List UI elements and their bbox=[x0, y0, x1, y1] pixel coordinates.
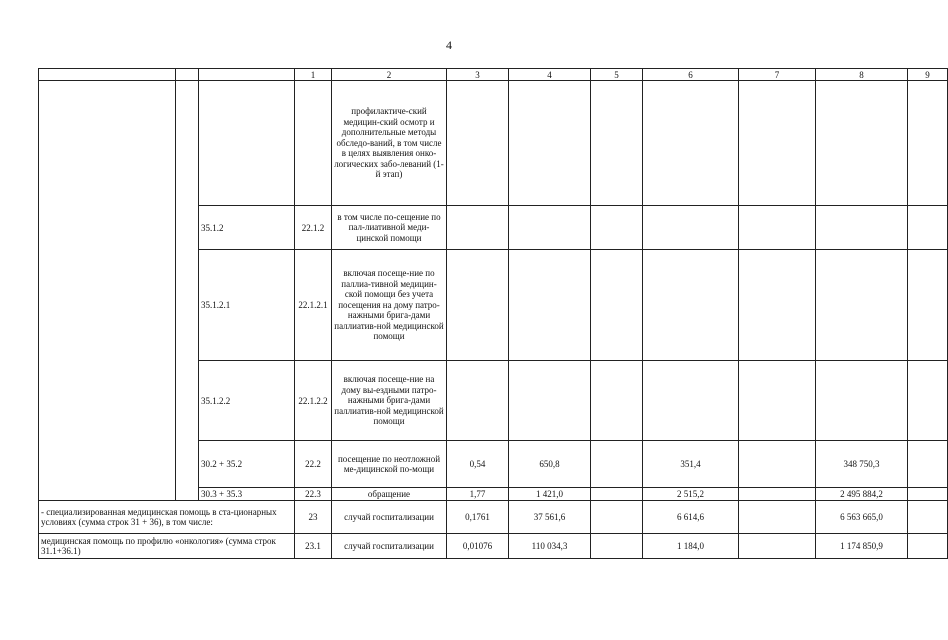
value-col-6: 2 515,2 bbox=[643, 488, 739, 501]
line-number-cell: 22.1.2 bbox=[295, 206, 332, 250]
col-header-2: 2 bbox=[332, 69, 447, 81]
col-header-6: 6 bbox=[643, 69, 739, 81]
value-col-8: 6 563 665,0 bbox=[816, 501, 908, 534]
line-number-cell: 23 bbox=[295, 501, 332, 534]
value-col-6: 351,4 bbox=[643, 441, 739, 488]
value-col-8: 2 495 884,2 bbox=[816, 488, 908, 501]
value-col-4: 1 421,0 bbox=[509, 488, 591, 501]
code-cell: 35.1.2.1 bbox=[199, 250, 295, 361]
merged-cell bbox=[176, 81, 199, 501]
line-number-cell bbox=[295, 81, 332, 206]
name-cell: включая посеще-ние на дому вы-ездными патро-нажными брига-дами паллиатив-ной медицинской помощи bbox=[332, 361, 447, 441]
code-cell: 30.2 + 35.2 bbox=[199, 441, 295, 488]
col-header-9: 9 bbox=[908, 69, 948, 81]
name-cell: профилактиче-ский медицин-ский осмотр и дополнительные методы обследо-ваний, в том числе в целях выявления онко-логических забо-леваний (1-й этап) bbox=[332, 81, 447, 206]
name-cell: случай госпитализации bbox=[332, 501, 447, 534]
name-cell: в том числе по-сещение по пал-лиативной меди-цинской помощи bbox=[332, 206, 447, 250]
code-cell: 30.3 + 35.3 bbox=[199, 488, 295, 501]
header-empty bbox=[176, 69, 199, 81]
line-number-cell: 22.3 bbox=[295, 488, 332, 501]
col-header-7: 7 bbox=[739, 69, 816, 81]
line-number-cell: 22.2 bbox=[295, 441, 332, 488]
value-col-8: 1 174 850,9 bbox=[816, 534, 908, 559]
col-header-3: 3 bbox=[447, 69, 509, 81]
line-number-cell: 23.1 bbox=[295, 534, 332, 559]
col-header-5: 5 bbox=[591, 69, 643, 81]
data-table bbox=[38, 68, 948, 559]
row-label: медицинская помощь по профилю «онкология» (сумма строк 31.1+36.1) bbox=[39, 534, 295, 559]
header-empty bbox=[39, 69, 176, 81]
table-row bbox=[39, 81, 948, 206]
table-row bbox=[39, 534, 948, 559]
page-number: 4 bbox=[446, 38, 452, 52]
value-col-3: 1,77 bbox=[447, 488, 509, 501]
value-col-4: 650,8 bbox=[509, 441, 591, 488]
col-header-8: 8 bbox=[816, 69, 908, 81]
line-number-cell: 22.1.2.1 bbox=[295, 250, 332, 361]
header-empty bbox=[199, 69, 295, 81]
value-col-4: 37 561,6 bbox=[509, 501, 591, 534]
value-col-6: 1 184,0 bbox=[643, 534, 739, 559]
code-cell bbox=[199, 81, 295, 206]
name-cell: включая посеще-ние по паллиа-тивной медицин-ской помощи без учета посещения на дому патро-нажными брига-дами паллиатив-ной медицинской помощи bbox=[332, 250, 447, 361]
code-cell: 35.1.2.2 bbox=[199, 361, 295, 441]
value-col-6: 6 614,6 bbox=[643, 501, 739, 534]
merged-cell bbox=[39, 81, 176, 501]
value-col-3: 0,1761 bbox=[447, 501, 509, 534]
row-label: - специализированная медицинская помощь в ста-ционарных условиях (сумма строк 31 + 36), в том числе: bbox=[39, 501, 295, 534]
line-number-cell: 22.1.2.2 bbox=[295, 361, 332, 441]
name-cell: случай госпитализации bbox=[332, 534, 447, 559]
header-row bbox=[39, 69, 948, 81]
value-col-4: 110 034,3 bbox=[509, 534, 591, 559]
name-cell: обращение bbox=[332, 488, 447, 501]
value-col-3: 0,54 bbox=[447, 441, 509, 488]
table-row bbox=[39, 501, 948, 534]
col-header-1: 1 bbox=[295, 69, 332, 81]
value-col-3: 0,01076 bbox=[447, 534, 509, 559]
value-col-8: 348 750,3 bbox=[816, 441, 908, 488]
code-cell: 35.1.2 bbox=[199, 206, 295, 250]
name-cell: посещение по неотложной ме-дицинской по-мощи bbox=[332, 441, 447, 488]
col-header-4: 4 bbox=[509, 69, 591, 81]
